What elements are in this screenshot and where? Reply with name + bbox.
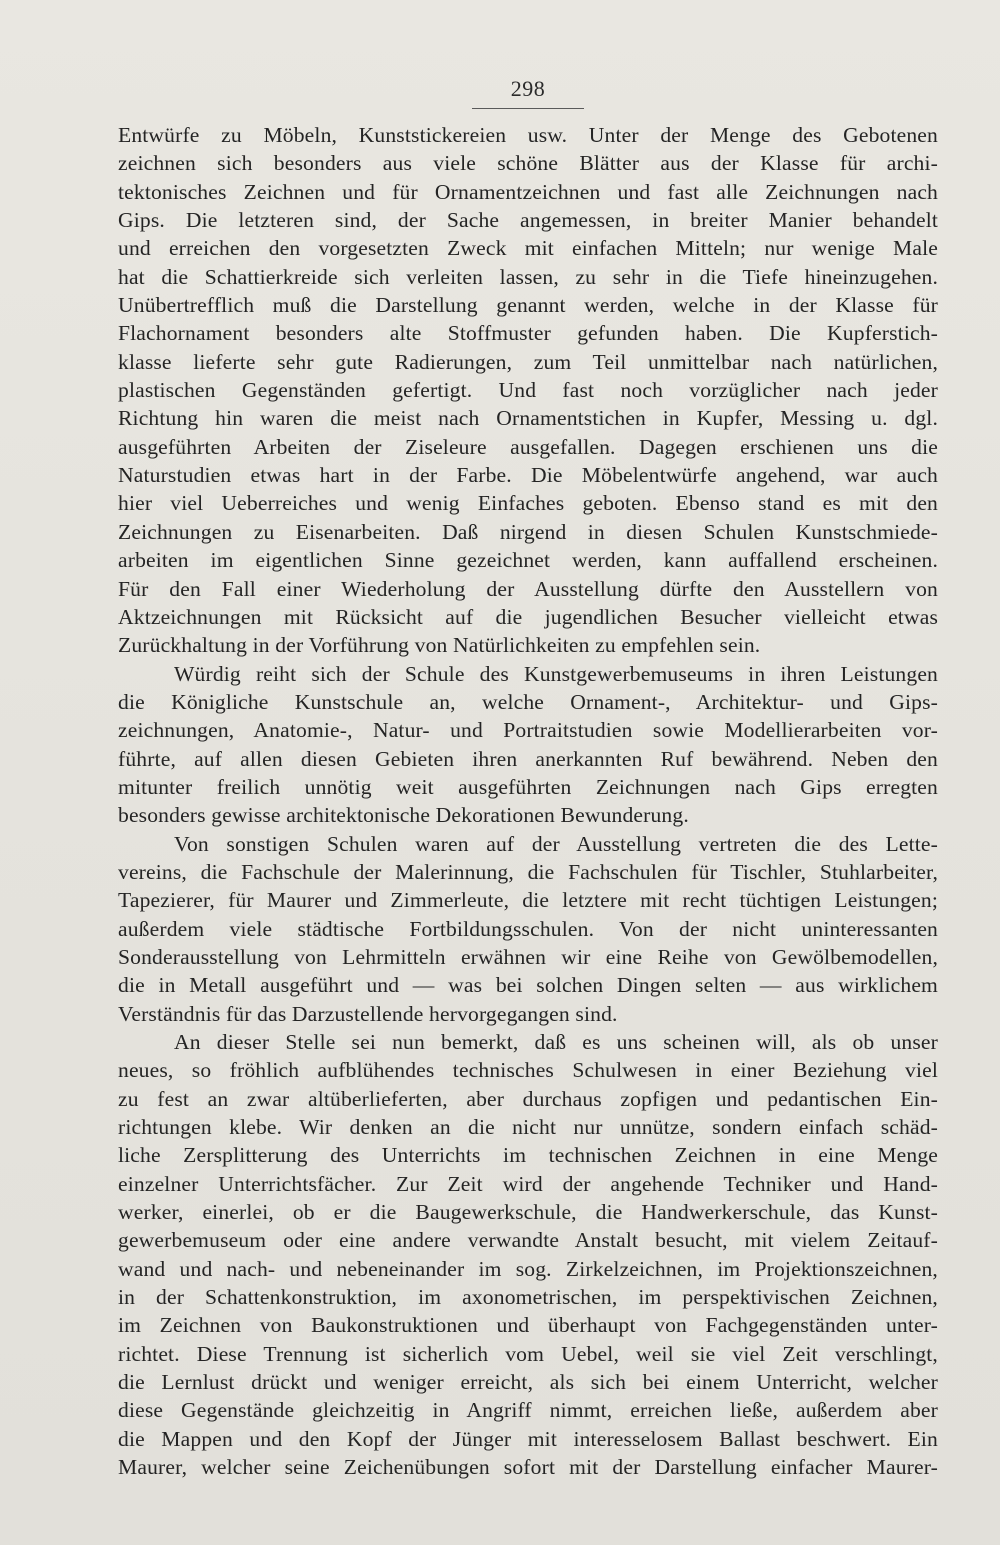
text-line: plastischen Gegenständen gefertigt. Und fast noch vorzüglicher nach jeder xyxy=(118,378,938,403)
text-line: tektonisches Zeichnen und für Ornamentzeichnen und fast alle Zeichnungen nach xyxy=(118,179,938,204)
text-line: Würdig reiht sich der Schule des Kunstgewerbemuseums in ihren Leistungen xyxy=(174,661,938,686)
page-header xyxy=(472,76,584,109)
text-line: und erreichen den vorgesetzten Zweck mit einfachen Mitteln; nur wenige Male xyxy=(118,236,938,261)
text-line: zu fest an zwar altüberlieferten, aber durchaus zopfigen und pedantischen Ein- xyxy=(118,1086,938,1111)
text-line: hat die Schattierkreide sich verleiten lassen, zu sehr in die Tiefe hineinzugehen. xyxy=(118,264,938,289)
body-text xyxy=(118,121,938,1482)
text-line: Maurer, welcher seine Zeichenübungen sofort mit der Darstellung einfacher Maurer- xyxy=(118,1455,938,1480)
page-number-rule xyxy=(472,108,584,109)
text-line: besonders gewisse architektonische Dekorationen Bewunderung. xyxy=(118,803,689,828)
text-line: die in Metall ausgeführt und — was bei solchen Dingen selten — aus wirklichem xyxy=(118,973,938,998)
text-line: Aktzeichnungen mit Rücksicht auf die jugendlichen Besucher vielleicht etwas xyxy=(118,604,938,629)
text-line: neues, so fröhlich aufblühendes technisches Schulwesen in einer Beziehung viel xyxy=(118,1058,938,1083)
text-line: führte, auf allen diesen Gebieten ihren anerkannten Ruf bewährend. Neben den xyxy=(118,746,938,771)
text-line: Naturstudien etwas hart in der Farbe. Die Möbelentwürfe angehend, war auch xyxy=(118,463,938,488)
text-line: Flachornament besonders alte Stoffmuster gefunden haben. Die Kupferstich- xyxy=(118,321,938,346)
text-line: Von sonstigen Schulen waren auf der Ausstellung vertreten die des Lette- xyxy=(174,831,938,856)
text-line: die Mappen und den Kopf der Jünger mit interesselosem Ballast beschwert. Ein xyxy=(118,1426,938,1451)
page-number: 298 xyxy=(510,76,546,101)
text-line: Verständnis für das Darzustellende hervorgegangen sind. xyxy=(118,1001,618,1026)
text-line: diese Gegenstände gleichzeitig in Angriff nimmt, erreichen ließe, außerdem aber xyxy=(118,1398,938,1423)
text-line: werker, einerlei, ob er die Baugewerkschule, die Handwerkerschule, das Kunst- xyxy=(118,1200,938,1225)
text-line: Zurückhaltung in der Vorführung von Natürlichkeiten zu empfehlen sein. xyxy=(118,633,761,658)
text-line: ausgeführten Arbeiten der Ziseleure ausgefallen. Dagegen erschienen uns die xyxy=(118,434,938,459)
text-line: vereins, die Fachschule der Malerinnung, die Fachschulen für Tischler, Stuhlarbeiter, xyxy=(118,859,938,884)
text-line: Richtung hin waren die meist nach Ornamentstichen in Kupfer, Messing u. dgl. xyxy=(118,406,938,431)
text-line: Gips. Die letzteren sind, der Sache angemessen, in breiter Manier behandelt xyxy=(118,208,938,233)
text-line: richtet. Diese Trennung ist sicherlich vom Uebel, weil sie viel Zeit verschlingt, xyxy=(118,1341,938,1366)
text-line: Entwürfe zu Möbeln, Kunststickereien usw. Unter der Menge des Gebotenen xyxy=(118,123,938,147)
text-line: klasse lieferte sehr gute Radierungen, zum Teil unmittelbar nach natürlichen, xyxy=(118,349,938,374)
text-line: Tapezierer, für Maurer und Zimmerleute, die letztere mit recht tüchtigen Leistungen; xyxy=(118,888,938,913)
text-line: in der Schattenkonstruktion, im axonometrischen, im perspektivischen Zeichnen, xyxy=(118,1285,938,1310)
text-line: außerdem viele städtische Fortbildungsschulen. Von der nicht uninteressanten xyxy=(118,916,938,941)
text-line: einzelner Unterrichtsfächer. Zur Zeit wird der angehende Techniker und Hand- xyxy=(118,1171,938,1196)
text-line: Zeichnungen zu Eisenarbeiten. Daß nirgend in diesen Schulen Kunstschmiede- xyxy=(118,519,938,544)
text-line: die Königliche Kunstschule an, welche Ornament-, Architektur- und Gips- xyxy=(118,689,938,714)
text-line: hier viel Ueberreiches und wenig Einfaches geboten. Ebenso stand es mit den xyxy=(118,491,938,516)
text-line: Für den Fall einer Wiederholung der Ausstellung dürfte den Ausstellern von xyxy=(118,576,938,601)
text-line: Sonderausstellung von Lehrmitteln erwähnen wir eine Reihe von Gewölbemodellen, xyxy=(118,944,938,969)
text-line: zeichnen sich besonders aus viele schöne Blätter aus der Klasse für archi- xyxy=(118,151,938,176)
text-line: zeichnungen, Anatomie-, Natur- und Portraitstudien sowie Modellierarbeiten vor- xyxy=(118,718,938,743)
text-line: richtungen klebe. Wir denken an die nicht nur unnütze, sondern einfach schäd- xyxy=(118,1115,938,1140)
text-line: Unübertrefflich muß die Darstellung genannt werden, welche in der Klasse für xyxy=(118,293,938,318)
text-line: im Zeichnen von Baukonstruktionen und überhaupt von Fachgegenständen unter- xyxy=(118,1313,938,1338)
text-line: An dieser Stelle sei nun bemerkt, daß es uns scheinen will, als ob unser xyxy=(174,1030,938,1054)
text-line: die Lernlust drückt und weniger erreicht, als sich bei einem Unterricht, welcher xyxy=(118,1370,938,1395)
text-line: wand und nach- und nebeneinander im sog. Zirkelzeichnen, im Projektionszeichnen, xyxy=(118,1256,938,1281)
text-line: mitunter freilich unnötig weit ausgeführten Zeichnungen nach Gips erregten xyxy=(118,774,938,799)
text-line: arbeiten im eigentlichen Sinne gezeichnet werden, kann auffallend erscheinen. xyxy=(118,548,938,573)
text-line: gewerbemuseum oder eine andere verwandte Anstalt besucht, mit vielem Zeitauf- xyxy=(118,1228,938,1253)
text-line: liche Zersplitterung des Unterrichts im technischen Zeichnen in eine Menge xyxy=(118,1143,938,1168)
